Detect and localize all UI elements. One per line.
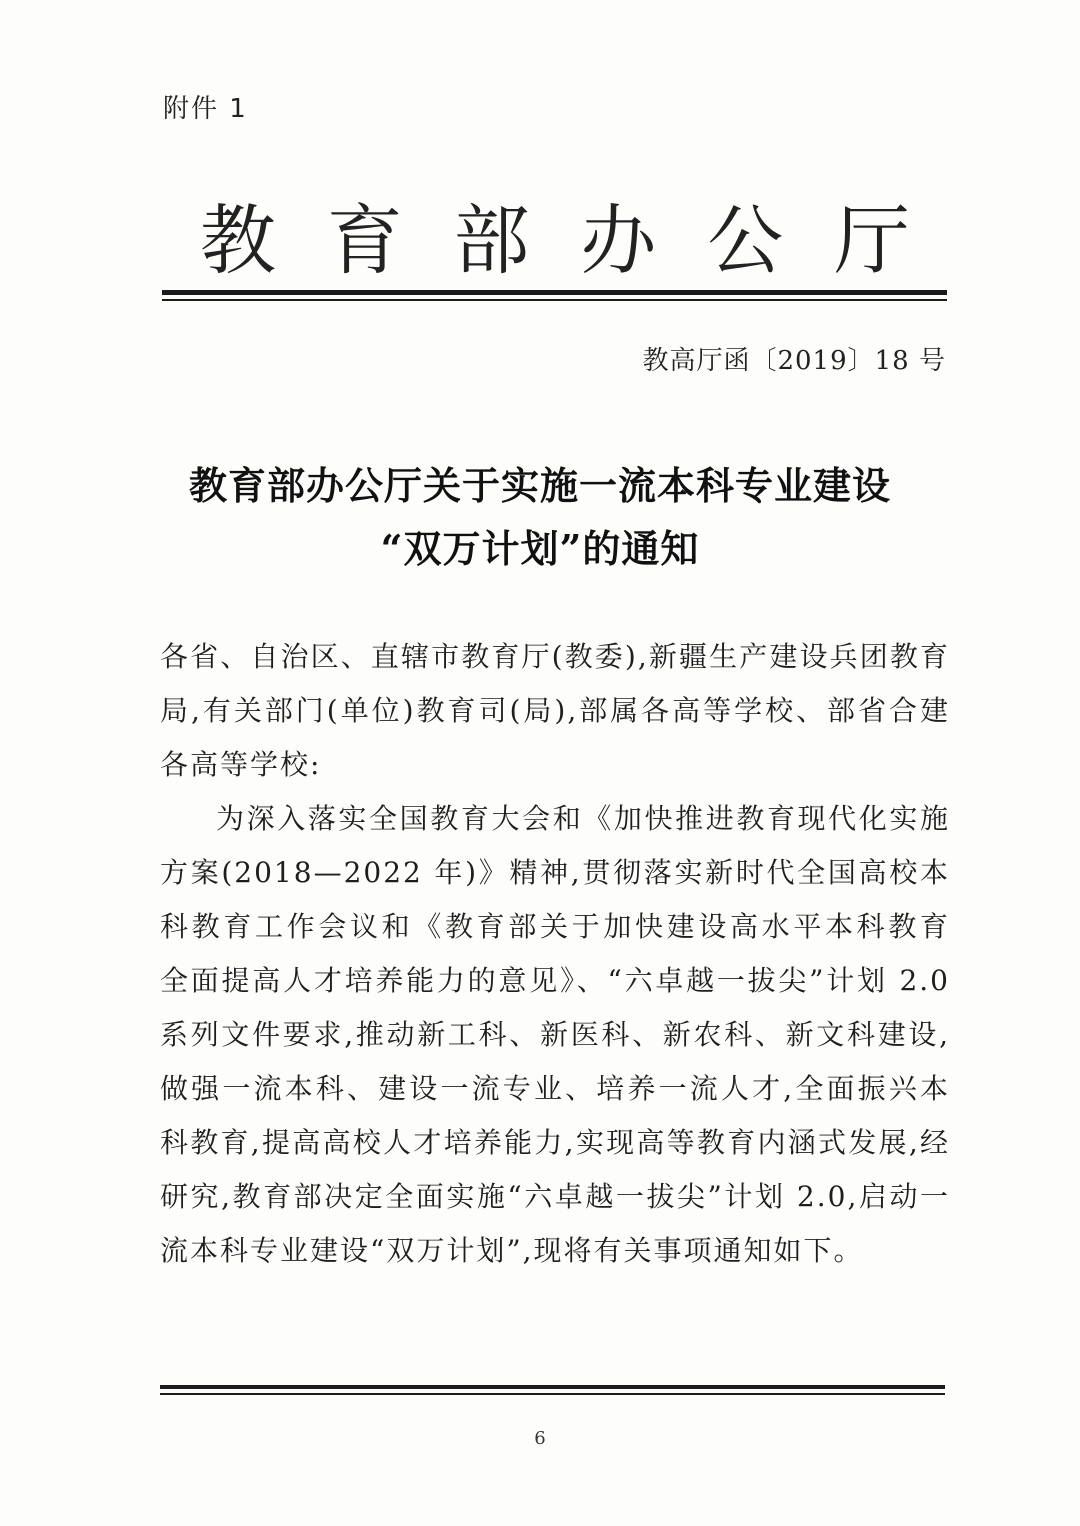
office-name-char: 部 (453, 196, 530, 285)
body-paragraph: 为深入落实全国教育大会和《加快推进教育现代化实施方案(2018—2022 年)》精神,贯彻落实新时代全国高校本科教育工作会议和《教育部关于加快建设高水平本科教育 全面提高人才培养能力的意见》、“六卓越一拔尖”计划 2.0 系列文件要求,推动新工科、新医科、新农科、新文科建设,做强一流本科、建设一流专业、培养一流人才,全面振兴本科教育,提高高校人才培养能力,实现高等教育内涵式发展,经研究,教育部决定全面实施“六卓越一拔尖”计划 2.0,启动一流本科专业建设“双万计划”,现将有关事项通知如下。 (160, 802, 950, 1267)
office-name-char: 育 (326, 196, 403, 285)
footer-divider-thin (160, 1393, 945, 1395)
office-name-char: 办 (580, 196, 657, 285)
page-number: 6 (534, 1428, 546, 1449)
office-name-char: 教 (200, 196, 276, 285)
office-name-char: 公 (707, 196, 784, 285)
issuing-office-name (200, 180, 910, 289)
document-number: 教高厅函〔2019〕18 号 (642, 346, 946, 376)
document-title-line-1: 教育部办公厅关于实施一流本科专业建设 (188, 463, 891, 508)
header-divider-thick (162, 290, 947, 295)
footer-divider-thick (160, 1385, 945, 1389)
header-divider-thin (162, 299, 947, 301)
document-title-line-2: “双万计划”的通知 (380, 526, 700, 571)
office-name-char: 厅 (833, 196, 910, 285)
recipients-paragraph: 各省、自治区、直辖市教育厅(教委),新疆生产建设兵团教育局,有关部门(单位)教育司(局),部属各高等学校、部省合建各高等学校: (160, 640, 950, 781)
attachment-label: 附件 1 (163, 94, 248, 124)
